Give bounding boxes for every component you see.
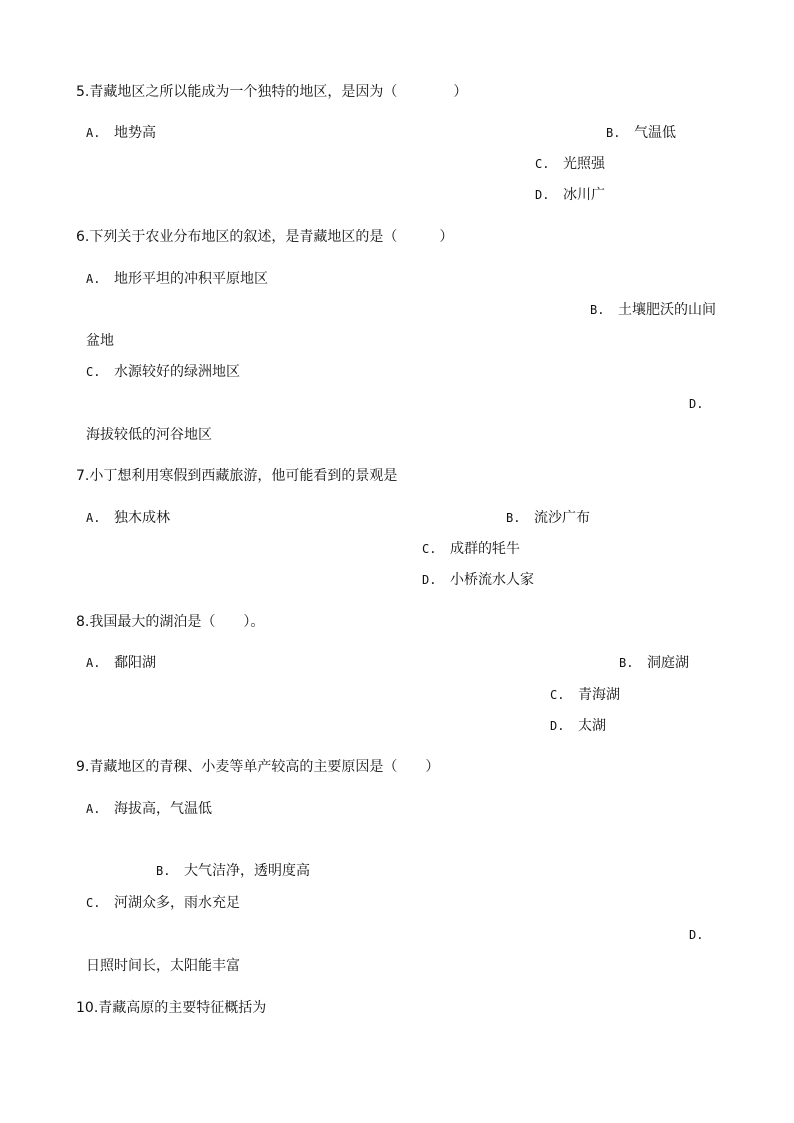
q6-option-c[interactable]: [86, 363, 240, 381]
option-text: 独木成林: [114, 510, 170, 526]
option-label: D.: [535, 188, 550, 202]
option-text: 青海湖: [578, 687, 620, 703]
option-label: B.: [619, 656, 634, 670]
q7-option-a[interactable]: [86, 509, 170, 527]
q9-option-d[interactable]: [689, 926, 717, 944]
q6-option-b[interactable]: [590, 301, 716, 319]
option-text: 土壤肥沃的山间: [618, 302, 716, 318]
option-text: 太湖: [578, 718, 606, 734]
option-text: 大气洁净，透明度高: [184, 863, 310, 879]
option-text: 水源较好的绿洲地区: [114, 364, 240, 380]
question-7-stem: 7.小丁想利用寒假到西藏旅游，他可能看到的景观是: [76, 468, 398, 484]
option-text: 海拔高，气温低: [114, 801, 212, 817]
option-text: 小桥流水人家: [450, 572, 534, 588]
option-text: 气温低: [634, 125, 676, 141]
option-label: C.: [86, 896, 101, 910]
option-label: A.: [86, 126, 101, 140]
q6-option-d[interactable]: [689, 395, 717, 413]
option-label: A.: [86, 656, 101, 670]
q5-option-a[interactable]: [86, 124, 156, 142]
question-10-stem: 10.青藏高原的主要特征概括为: [76, 1000, 267, 1016]
option-label: B.: [606, 126, 621, 140]
q9-option-a[interactable]: [86, 800, 212, 818]
option-label: D.: [550, 719, 565, 733]
question-9-stem: 9.青藏地区的青稞、小麦等单产较高的主要原因是（ ）: [76, 759, 440, 775]
q7-option-d[interactable]: [422, 571, 534, 589]
option-label: A.: [86, 272, 101, 286]
q6-option-b-continuation: 盆地: [86, 333, 114, 349]
option-text: 鄱阳湖: [114, 655, 156, 671]
option-label: B.: [156, 864, 171, 878]
option-label: C.: [535, 157, 550, 171]
q8-option-c[interactable]: [550, 686, 620, 704]
option-label: C.: [550, 688, 565, 702]
option-label: A.: [86, 802, 101, 816]
option-label: D.: [689, 397, 704, 411]
option-text: 地势高: [114, 125, 156, 141]
q9-option-b[interactable]: [156, 862, 310, 880]
q6-option-a[interactable]: [86, 270, 268, 288]
option-text: 洞庭湖: [647, 655, 689, 671]
question-5-stem: 5.青藏地区之所以能成为一个独特的地区，是因为（ ）: [76, 84, 468, 100]
option-label: C.: [422, 542, 437, 556]
q5-option-d[interactable]: [535, 186, 605, 204]
q8-option-d[interactable]: [550, 717, 606, 735]
option-label: D.: [689, 928, 704, 942]
option-label: A.: [86, 511, 101, 525]
option-label: B.: [590, 303, 605, 317]
option-text: 光照强: [563, 156, 605, 172]
question-8-stem: 8.我国最大的湖泊是（ ）。: [76, 614, 265, 630]
option-text: 河湖众多，雨水充足: [114, 895, 240, 911]
q6-option-d-text: 海拔较低的河谷地区: [86, 427, 212, 443]
question-6-stem: 6.下列关于农业分布地区的叙述，是青藏地区的是（ ）: [76, 229, 454, 245]
q5-option-b[interactable]: [606, 124, 676, 142]
option-label: B.: [506, 511, 521, 525]
option-text: 冰川广: [563, 187, 605, 203]
q9-option-c[interactable]: [86, 894, 240, 912]
q7-option-c[interactable]: [422, 540, 520, 558]
option-text: 成群的牦牛: [450, 541, 520, 557]
q5-option-c[interactable]: [535, 155, 605, 173]
q9-option-d-text: 日照时间长，太阳能丰富: [86, 958, 240, 974]
q8-option-a[interactable]: [86, 654, 156, 672]
q7-option-b[interactable]: [506, 509, 590, 527]
option-label: C.: [86, 365, 101, 379]
option-label: D.: [422, 573, 437, 587]
option-text: 流沙广布: [534, 510, 590, 526]
q8-option-b[interactable]: [619, 654, 689, 672]
option-text: 地形平坦的冲积平原地区: [114, 271, 268, 287]
